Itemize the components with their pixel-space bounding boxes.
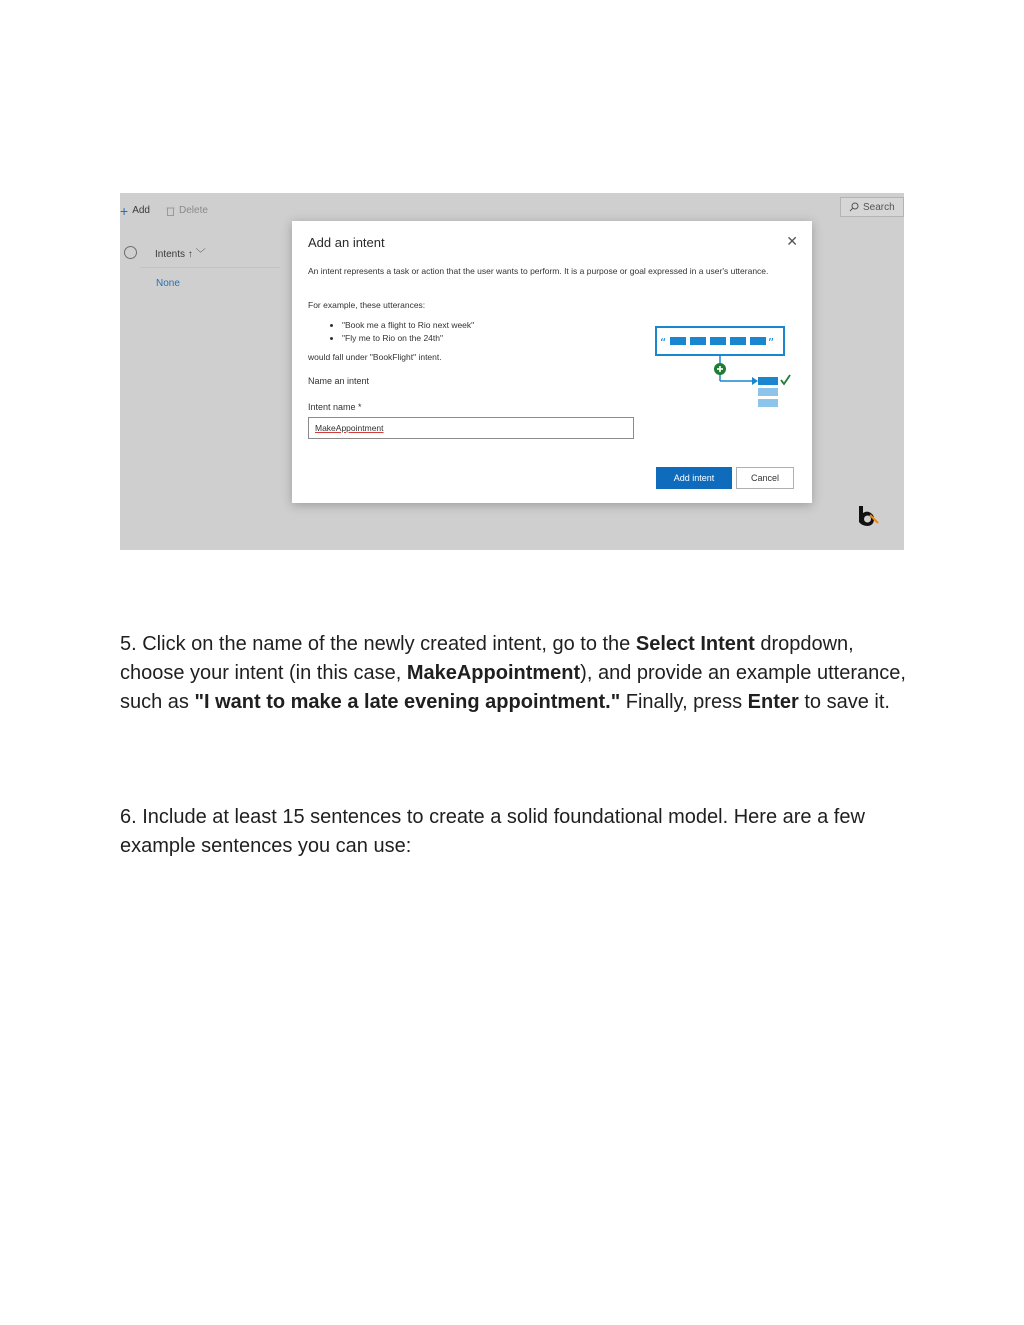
delete-label: Delete (179, 205, 208, 216)
example-list (308, 319, 474, 345)
intents-header-label: Intents ↑ ﹀ (155, 249, 206, 260)
dialog-title: Add an intent (308, 235, 385, 250)
intent-name-value: MakeAppointment (315, 423, 384, 433)
delete-button[interactable] (166, 205, 208, 216)
cancel-button[interactable]: Cancel (736, 467, 794, 489)
step5-text: ), and provide an example utterance, such as (120, 662, 906, 713)
step5-bold: Select Intent (635, 633, 755, 655)
intent-name-input[interactable] (308, 417, 634, 439)
example-outcome: would fall under "BookFlight" intent. (308, 352, 442, 362)
step-6-paragraph: 6. Include at least 15 sentences to create a solid foundational model. Here are a few example sentences you can use: (120, 806, 865, 857)
step5-text: Finally, press (620, 691, 748, 713)
step5-bold: MakeAppointment (406, 662, 581, 684)
step-5-paragraph (120, 630, 910, 717)
trash-icon (166, 206, 175, 216)
svg-text:”: ” (768, 336, 775, 350)
intents-column-header[interactable] (124, 245, 206, 260)
name-heading: Name an intent (308, 376, 370, 386)
dialog-description: An intent represents a task or action that the user wants to perform. It is a purpose or goal expressed in a user's utterance. (308, 266, 769, 276)
select-all-radio[interactable] (124, 246, 137, 259)
intent-list-item[interactable]: None (156, 278, 180, 289)
screenshot-image (120, 193, 904, 550)
plus-icon: + (120, 202, 129, 219)
add-button[interactable] (120, 202, 150, 219)
search-box[interactable] (840, 197, 904, 217)
step5-bold: Enter (747, 691, 799, 713)
example-item: • "Book me a flight to Rio next week" (342, 319, 474, 332)
step5-text: to save it. (798, 691, 890, 713)
intent-illustration (654, 325, 794, 415)
step5-bold: "I want to make a late evening appointment." (194, 691, 621, 713)
step5-text: 5. Click on the name of the newly created intent, go to the (120, 633, 636, 655)
search-icon (849, 202, 859, 212)
intent-name-label: Intent name * (308, 402, 362, 412)
add-label: Add (132, 205, 150, 216)
close-icon[interactable]: ✕ (786, 233, 798, 249)
brand-logo-icon (854, 503, 880, 529)
example-item: • "Fly me to Rio on the 24th" (342, 332, 474, 345)
add-intent-button[interactable]: Add intent (656, 467, 732, 489)
example-intro: For example, these utterances: (308, 300, 426, 310)
step5-text: dropdown, choose your intent (in this case, (120, 633, 854, 684)
search-label: Search (863, 201, 895, 213)
divider (140, 267, 280, 268)
add-intent-dialog (292, 221, 812, 503)
svg-text:“: “ (660, 336, 667, 350)
